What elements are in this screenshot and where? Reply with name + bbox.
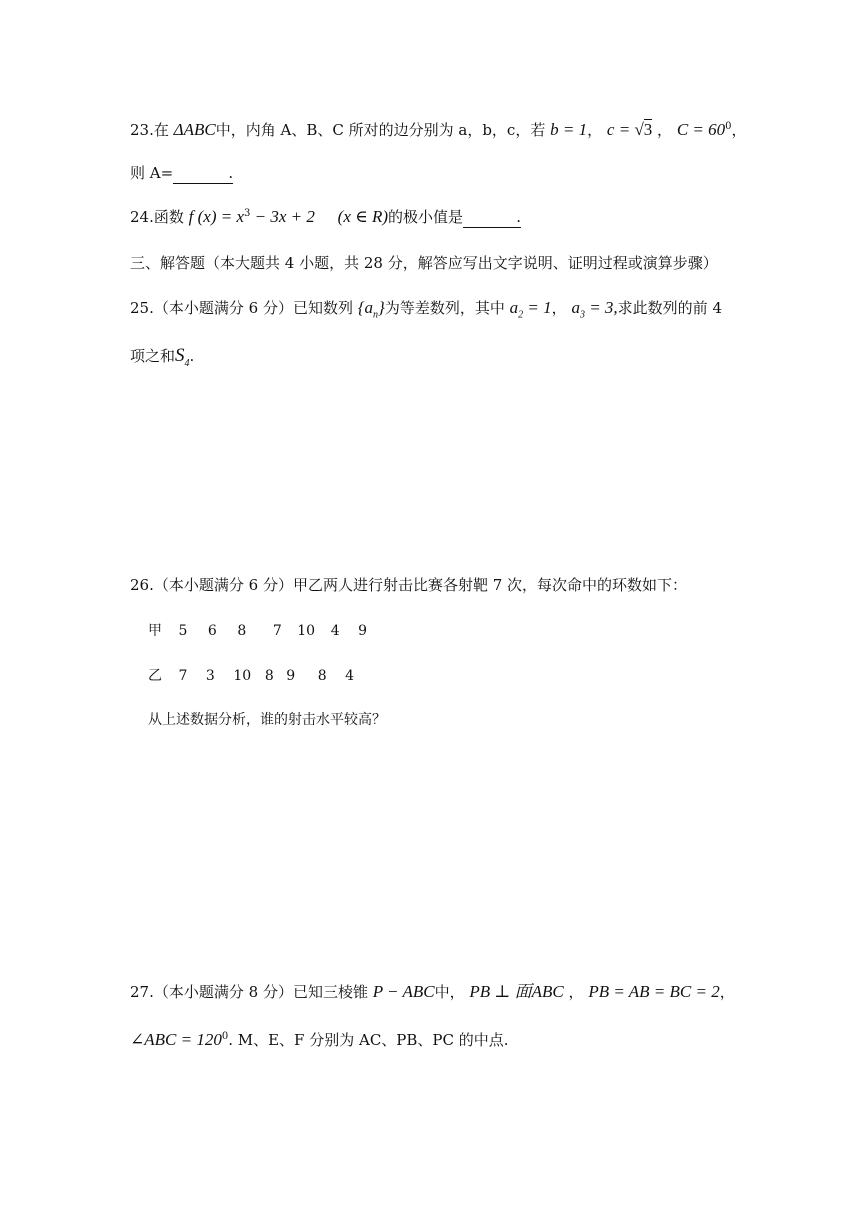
q23-answer-prompt: 则 A= [130,164,174,182]
q26-row-jia [148,620,378,640]
q25-a2 [509,298,552,321]
q27-line2 [130,1030,509,1050]
q27-angle: ∠ABC = 120 [130,1030,222,1049]
q23-sep-1: ， [587,121,603,139]
q26-jia-value-2: 6 [207,623,217,639]
q23-cond-C: C = 60 [676,120,726,139]
q25-a3-var: a [571,298,580,317]
q24-function: f (x) = x [188,207,245,226]
q25-seq-sub: n [373,309,379,321]
q23-blank-period: . [228,164,234,182]
q27-equal-sides: PB = AB = BC = 2 [588,982,720,1001]
q23-sep-2: ， [652,121,673,139]
q25-s4 [175,345,190,369]
q27-pyramid: P − ABC [372,982,435,1001]
q25-sep: ， [551,299,567,317]
q27-end: ， [719,983,735,1001]
q26-yi-value-1: 7 [178,668,188,684]
q25-a2-var: a [509,298,519,317]
q26-question: 从上述数据分析，谁的射击水平较高？ [148,712,386,728]
q26-jia-value-3: 8 [237,623,247,639]
q25-line1 [130,298,722,321]
q26-line1 [130,575,687,595]
q25-line2-end: . [189,347,195,365]
q24-blank-period: . [516,208,522,226]
q27-head: （本小题满分 8 分）已知三棱锥 [153,983,368,1001]
q23-cond-c-lhs: c = [606,120,635,139]
q25-sequence [357,298,385,321]
q23-text-2: 中，内角 A、B、C 所对的边分别为 a，b，c，若 [215,121,546,139]
q24-text-2: 的极小值是 [388,208,464,226]
q26-jia-value-1: 5 [178,623,188,639]
q26-yi-value-5: 9 [286,668,296,684]
q26-jia-value-7: 9 [358,623,368,639]
q24-domain: (x ∈ R) [337,207,389,226]
q25-seq-close: } [378,298,385,317]
q26-row-yi [148,665,365,685]
q25-a3-sub: 3 [579,309,585,321]
q23-cond-b: b = 1 [550,120,588,139]
q27-line1 [130,982,735,1002]
q23-answer-blank[interactable] [173,163,233,184]
q23-sqrt-value: 3 [643,120,653,139]
q25-s4-var: S [175,345,185,366]
q25-seq-open: {a [357,298,374,317]
q25-text-2: 为等差数列，其中 [384,299,505,317]
q25-head: （本小题满分 6 分）已知数列 [153,299,353,317]
q23-line2 [130,163,233,184]
q25-s4-sub: 4 [184,357,190,369]
q26-yi-value-4: 8 [264,668,274,684]
q26-jia-value-6: 4 [330,623,340,639]
q24-exponent: 3 [244,208,251,219]
q24-number: 24. [130,208,154,226]
q25-number: 25. [130,299,154,317]
q23-end: ， [731,121,747,139]
q24-function-rest: − 3x + 2 [250,207,315,226]
q25-a3-value: = 3, [584,298,618,317]
q26-yi-value-2: 3 [205,668,215,684]
section-3-heading: 三、解答题（本大题共 4 小题，共 28 分，解答应写出文字说明、证明过程或演算步骤） [130,254,718,272]
q27-perpendicular: PB ⊥ 面ABC [469,982,564,1001]
q25-a2-value: = 1 [523,298,552,317]
q26-jia-value-4: 7 [272,623,282,639]
q25-a3 [571,298,618,321]
q26-number: 26. [130,576,154,594]
q24-line [130,207,521,228]
q26-head: （本小题满分 6 分）甲乙两人进行射击比赛各射靶 7 次，每次命中的环数如下： [153,576,688,594]
q27-text-2: 中， [434,983,465,1001]
q25-a2-sub: 2 [518,309,524,321]
q25-line2 [130,345,195,369]
q23-line1 [130,120,747,140]
q27-number: 27. [130,983,154,1001]
q26-yi-value-7: 4 [345,668,355,684]
q25-text-3: 求此数列的前 4 [617,299,722,317]
q26-row-yi-name: 乙 [148,668,162,684]
q26-yi-value-6: 8 [317,668,327,684]
q23-sqrt-sign: √ [634,120,644,139]
q26-jia-value-5: 10 [297,623,316,639]
q26-row-jia-name: 甲 [148,623,162,639]
q24-text-1: 函数 [153,208,184,226]
q23-number: 23. [130,121,154,139]
q23-triangle: ΔABC [173,120,216,139]
q27-sep: ， [563,983,584,1001]
q25-line2-pre: 项之和 [130,347,176,365]
q26-yi-value-3: 10 [233,668,252,684]
q27-degree: 0 [221,1031,229,1042]
q23-text-1: 在 [153,121,169,139]
q27-line2-rest: . M、E、F 分别为 AC、PB、PC 的中点. [228,1031,509,1049]
q23-degree: 0 [725,121,732,132]
q24-answer-blank[interactable] [463,207,521,228]
